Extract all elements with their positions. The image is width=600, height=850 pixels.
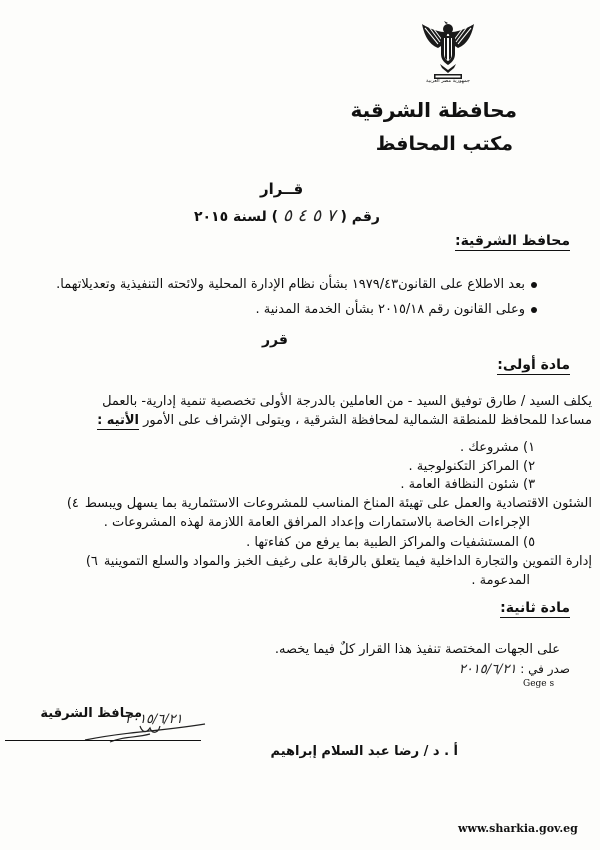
list-item-number: ٢): [523, 459, 536, 474]
list-item: [408, 459, 537, 474]
eagle-emblem-icon: [420, 20, 476, 82]
article1-line2-text: مساعدا للمحافظ للمنطقة الشمالية لمحافظة الشرقية ، ويتولى الإشراف على الأمور: [139, 413, 592, 428]
preamble-heading: [455, 233, 570, 249]
decision-number-label: رقم (: [340, 209, 380, 225]
emblem-caption: جمهورية مصر العربية: [426, 78, 470, 84]
decided-label: قرر: [262, 332, 288, 348]
list-item-text: المستشفيات والمراكز الطبية بما يرفع من كفاءتها .: [246, 535, 519, 550]
office-name: مكتب المحافظ: [375, 133, 513, 155]
website-link[interactable]: www.sharkia.gov.eg: [458, 822, 578, 835]
list-item-number: ٥): [523, 535, 536, 550]
list-item-number: ٤): [66, 496, 79, 511]
list-item: [104, 515, 530, 530]
preamble-item-text: وعلى القانون رقم ٢٠١٥/١٨ بشأن الخدمة المدنية .: [255, 302, 525, 317]
article2-text: على الجهات المختصة تنفيذ هذا القرار كلٌ فيما يخصه.: [274, 642, 560, 657]
article1-line2: [97, 411, 592, 431]
issued-label: صدر في :: [520, 662, 570, 676]
list-item: [471, 573, 530, 588]
decision-number-handwritten: ٧ ٥ ٤ ٥: [282, 206, 336, 226]
list-item: [460, 440, 537, 455]
issued-line: [459, 662, 570, 677]
signatory-name: أ . د / رضا عبد السلام إبراهيم: [270, 744, 458, 759]
list-item-text: الشئون الاقتصادية والعمل على تهيئة المناخ المناسب للمشروعات الاستثمارية بما يسهل ويبسط: [84, 496, 592, 511]
list-item-text: المراكز التكنولوجية .: [408, 459, 519, 474]
decision-number-line: [194, 206, 380, 226]
list-item-number: ٦): [85, 554, 98, 569]
list-item: [246, 535, 537, 550]
article2-heading: [500, 600, 570, 616]
list-item-text: المدعومة .: [471, 573, 530, 588]
list-item-text: إدارة التموين والتجارة الداخلية فيما يتعلق بالرقابة على رغيف الخبز والمواد والسلع التموينية: [103, 554, 592, 569]
article1-line2-underlined: الأتيه :: [97, 413, 140, 428]
governorate-name: محافظة الشرقية: [350, 98, 517, 122]
preamble-item: [56, 275, 537, 295]
article1-heading-text: مادة أولى:: [497, 357, 570, 373]
signature-title: محافظ الشرقية: [40, 706, 142, 721]
article2-heading-text: مادة ثانية:: [500, 600, 570, 616]
issued-stamp-text: Gege s: [523, 679, 555, 689]
signature-handwritten-date: ٢٠١٥/٦/٢١: [125, 712, 183, 727]
article1-heading: [497, 357, 570, 373]
issued-date-handwritten: ٢٠١٥/٦/٢١: [458, 662, 517, 677]
list-item-text: شئون النظافة العامة .: [400, 477, 519, 492]
article1-line1: يكلف السيد / طارق توفيق السيد - من العاملين بالدرجة الأولى تخصصية تنمية إدارية- بالعمل: [102, 394, 592, 409]
bullet-icon: [531, 282, 537, 288]
list-item: [63, 496, 592, 511]
list-item-number: ١): [523, 440, 536, 455]
list-item: [82, 554, 592, 569]
signature-line: [5, 740, 201, 741]
bullet-icon: [531, 307, 537, 313]
decision-year-label: ) لسنة ٢٠١٥: [193, 209, 278, 225]
preamble-item: [255, 300, 537, 320]
list-item-text: الإجراءات الخاصة بالاستمارات وإعداد المرافق العامة اللازمة لهذه المشروعات .: [103, 515, 530, 530]
decision-title: قــرار: [260, 180, 304, 198]
preamble-item-text: بعد الاطلاع على القانون١٩٧٩/٤٣ بشأن نظام الإدارة المحلية ولائحته التنفيذية وتعديلاتهما.: [56, 277, 525, 292]
list-item-text: مشروعك .: [460, 440, 519, 455]
list-item-number: ٣): [523, 477, 536, 492]
list-item: [400, 477, 537, 492]
preamble-heading-text: محافظ الشرقية:: [454, 233, 570, 249]
